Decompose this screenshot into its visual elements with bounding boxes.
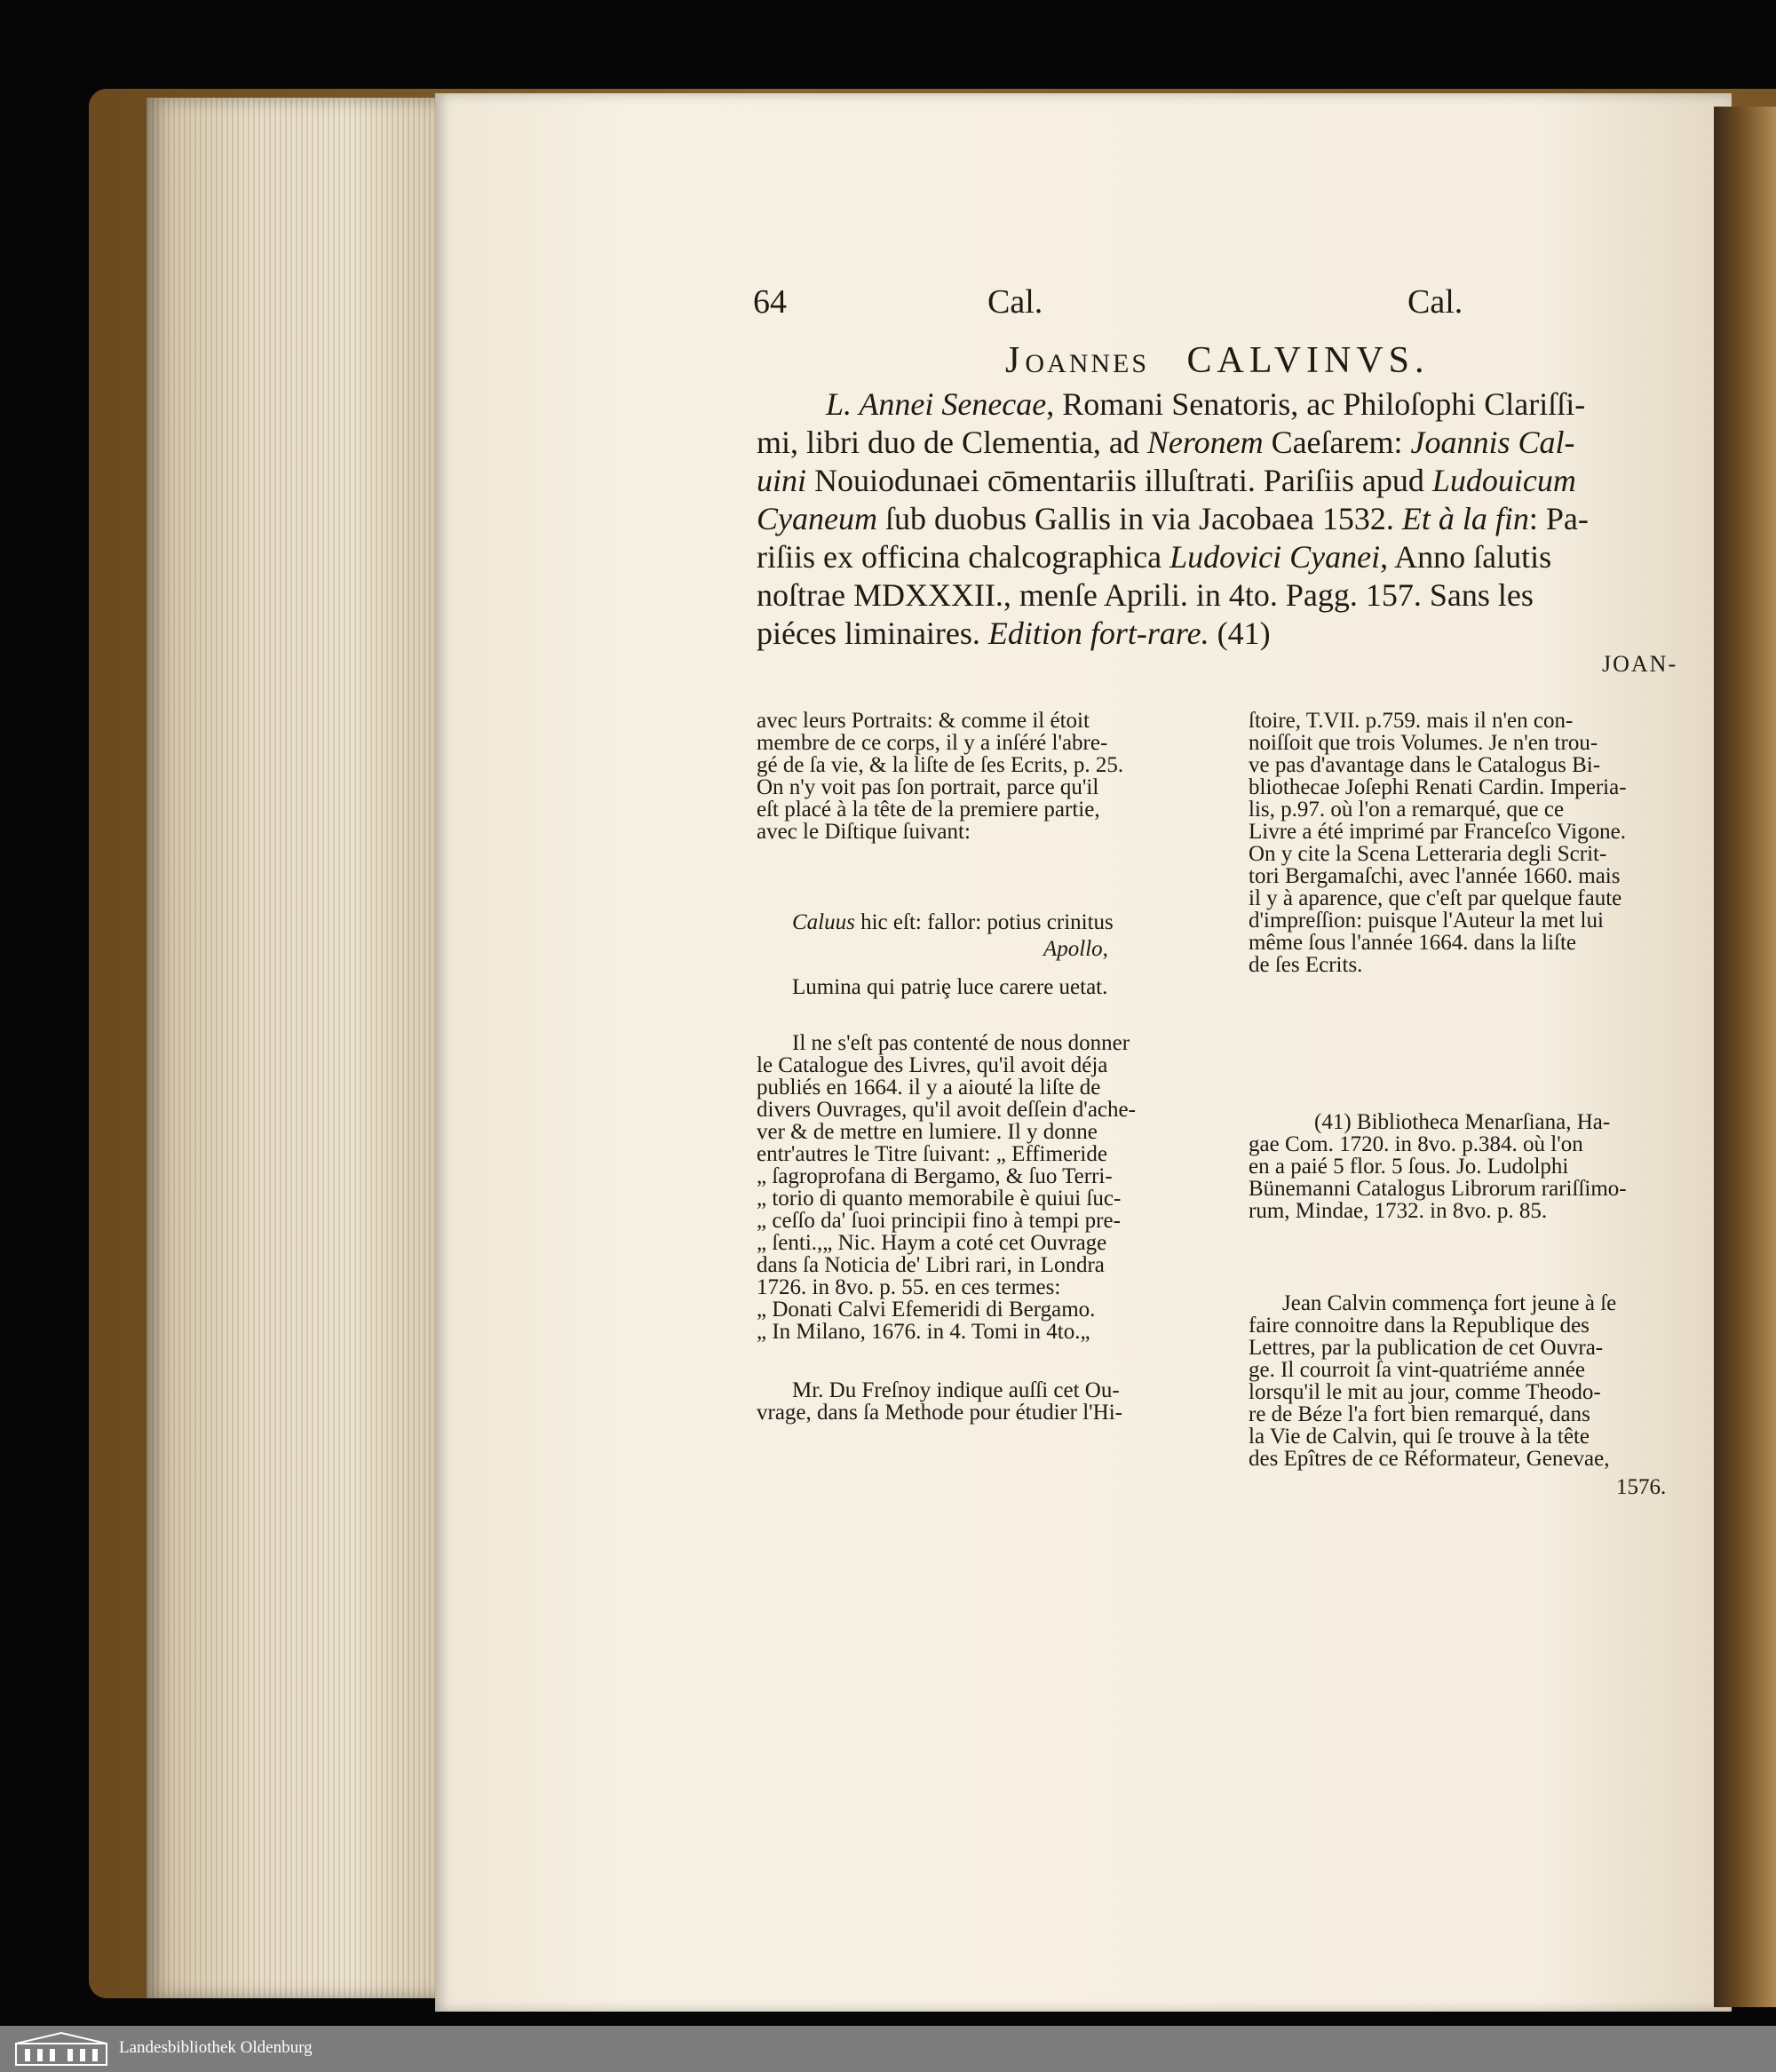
footnote-41-line: gae Com. 1720. in 8vo. p.384. où l'on — [1249, 1132, 1583, 1156]
right-catchword: 1576. — [1616, 1475, 1667, 1499]
entry-italic: L. Annei Senecae — [826, 386, 1047, 422]
verse-italic: Apollo — [1043, 937, 1103, 961]
entry-italic: Cyaneum — [757, 501, 877, 536]
right-line: Livre a été imprimé par Franceſco Vigone. — [1249, 820, 1626, 844]
right-para3-line: Jean Calvin commença fort jeune à ſe — [1282, 1291, 1617, 1315]
left-para2-line: „ In Milano, 1676. in 4. Tomi in 4to.„ — [757, 1320, 1090, 1344]
right-para3-line: faire connoitre dans la Republique des — [1249, 1314, 1590, 1338]
entry-text: ſub duobus Gallis in via Jacobaea 1532. — [876, 501, 1402, 536]
library-name: Landesbibliothek Oldenburg — [119, 2038, 313, 2057]
right-line: bliothecae Joſephi Renati Cardin. Imperia- — [1249, 775, 1627, 799]
entry-italic: uini — [757, 463, 807, 498]
entry-line-3 — [757, 462, 1576, 500]
footnote-41-line: en a paié 5 flor. 5 ſous. Jo. Ludolphi — [1249, 1155, 1569, 1179]
entry-italic: Edition fort-rare. — [987, 615, 1209, 651]
left-para2-line: „ ceſſo da' ſuoi principii fino à tempi pre- — [757, 1209, 1121, 1233]
left-para2-line: Il ne s'eſt pas contenté de nous donner — [792, 1031, 1130, 1055]
left-line: On n'y voit pas ſon portrait, parce qu'il — [757, 775, 1099, 799]
left-para2-line: dans ſa Noticia de' Libri rari, in Londra — [757, 1253, 1105, 1277]
right-line: même ſous l'année 1664. dans la liſte — [1249, 931, 1576, 955]
footnote-41-line: rum, Mindae, 1732. in 8vo. p. 85. — [1249, 1199, 1548, 1223]
entry-line-2 — [757, 424, 1574, 462]
left-line: gé de ſa vie, & la liſte de ſes Ecrits, p. 25. — [757, 753, 1124, 777]
entry-text: , Romani Senatoris, ac Philoſophi Clariſſi- — [1046, 386, 1586, 422]
left-para2-line: ver & de mettre en lumiere. Il y donne — [757, 1120, 1098, 1144]
left-line: membre de ce corps, il y a inſéré l'abre- — [757, 731, 1108, 755]
entry-text: mi, libri duo de Clementia, ad — [757, 425, 1147, 460]
entry-title — [1005, 339, 1430, 382]
right-para3-line: re de Béze l'a fort bien remarqué, dans — [1249, 1402, 1590, 1426]
entry-line-4 — [757, 500, 1589, 538]
right-line: ſtoire, T.VII. p.759. mais il n'en con- — [1249, 709, 1574, 733]
book-gutter — [1714, 107, 1776, 2007]
entry-italic: Et à la fin — [1401, 501, 1529, 536]
entry-text: noſtrae MDXXXII., menſe Aprili. in 4to. Pagg. 157. Sans les — [757, 577, 1534, 613]
entry-line-5 — [757, 538, 1551, 576]
left-para3-line: Mr. Du Freſnoy indique auſſi cet Ou- — [792, 1378, 1120, 1402]
page-block-edge — [147, 98, 440, 1998]
entry-text: piéces liminaires. — [757, 615, 988, 651]
entry-line-7 — [757, 615, 1271, 653]
verse-text: hic eſt: fallor: potius crinitus — [854, 910, 1114, 934]
right-line: il y à aparence, que c'eſt par quelque faute — [1249, 886, 1622, 910]
verse-line-1 — [792, 912, 1114, 934]
title-initial: J — [1005, 340, 1026, 381]
verse-line-1b — [1043, 939, 1108, 961]
left-para2-line: „ torio di quanto memorabile è quiui ſuc- — [757, 1187, 1122, 1211]
right-para3-line: des Epîtres de ce Réformateur, Genevae, — [1249, 1447, 1610, 1471]
title-name: CALVINVS. — [1186, 340, 1430, 381]
entry-text: riſiis ex officina chalcographica — [757, 539, 1170, 575]
right-line: ve pas d'avantage dans le Catalogus Bi- — [1249, 753, 1601, 777]
left-para2-line: le Catalogue des Livres, qu'il avoit déja — [757, 1053, 1108, 1077]
verse-italic: Caluus — [792, 910, 855, 934]
left-line: eſt placé à la tête de la premiere partie, — [757, 798, 1100, 822]
title-smallcaps: OANNES — [1025, 349, 1150, 378]
left-line: avec le Diſtique ſuivant: — [757, 820, 971, 844]
entry-text: Nouiodunaei cōmentariis illuſtrati. Pariſiis apud — [806, 463, 1432, 498]
left-para2-line: 1726. in 8vo. p. 55. en ces termes: — [757, 1275, 1061, 1299]
left-para2-line: „ ſenti.,„ Nic. Haym a coté cet Ouvrage — [757, 1231, 1107, 1255]
left-line: avec leurs Portraits: & comme il étoit — [757, 709, 1090, 733]
footnote-41-line: Bünemanni Catalogus Librorum rariſſimo- — [1249, 1177, 1627, 1201]
entry-italic: Ludouicum — [1431, 463, 1576, 498]
verse-line-2: Lumina qui patriȩ luce carere uetat. — [792, 975, 1108, 999]
footnote-41-line: (41) Bibliotheca Menarſiana, Ha- — [1314, 1110, 1611, 1134]
entry-line-1 — [826, 385, 1585, 424]
right-line: noiſſoit que trois Volumes. Je n'en trou- — [1249, 731, 1598, 755]
entry-text: Caeſarem: — [1263, 425, 1411, 460]
left-para3-line: vrage, dans ſa Methode pour étudier l'Hi- — [757, 1401, 1123, 1425]
right-para3-line: ge. Il courroit ſa vint-quatriéme année — [1249, 1358, 1586, 1382]
library-building-icon — [14, 2031, 108, 2067]
left-para2-line: „ Donati Calvi Efemeridi di Bergamo. — [757, 1298, 1096, 1322]
right-para3-line: la Vie de Calvin, qui ſe trouve à la tête — [1249, 1425, 1590, 1449]
left-para2-line: „ ſagroprofana di Bergamo, & ſuo Terri- — [757, 1164, 1113, 1188]
right-line: On y cite la Scena Letteraria degli Scrit- — [1249, 842, 1607, 866]
verse-text: , — [1102, 937, 1108, 961]
right-line: tori Bergamaſchi, avec l'année 1660. mais — [1249, 864, 1621, 888]
page-number: 64 — [753, 283, 787, 321]
left-para2-line: publiés en 1664. il y a aiouté la liſte de — [757, 1076, 1101, 1100]
entry-catchword: JOAN- — [1602, 651, 1678, 677]
entry-text: , Anno ſalutis — [1380, 539, 1552, 575]
left-para2-line: divers Ouvrages, qu'il avoit deſſein d'ache- — [757, 1098, 1136, 1122]
right-para3-line: lorsqu'il le mit au jour, comme Theodo- — [1249, 1380, 1601, 1404]
left-para2-line: entr'autres le Titre ſuivant: „ Effimeride — [757, 1142, 1107, 1166]
entry-italic: Joannis Cal- — [1410, 425, 1575, 460]
right-line: d'impreſſion: puisque l'Auteur la met lui — [1249, 909, 1604, 933]
entry-text: (41) — [1209, 615, 1271, 651]
right-line: lis, p.97. où l'on a remarqué, que ce — [1249, 798, 1565, 822]
right-para3-line: Lettres, par la publication de cet Ouvra- — [1249, 1336, 1604, 1360]
footer-bar — [0, 2026, 1776, 2072]
running-head-left: Cal. — [987, 283, 1043, 321]
right-line: de ſes Ecrits. — [1249, 953, 1363, 977]
entry-text: : Pa- — [1528, 501, 1589, 536]
entry-italic: Neronem — [1146, 425, 1264, 460]
entry-line-6 — [757, 576, 1534, 615]
entry-italic: Ludovici Cyanei — [1169, 539, 1381, 575]
running-head-right: Cal. — [1407, 283, 1463, 321]
